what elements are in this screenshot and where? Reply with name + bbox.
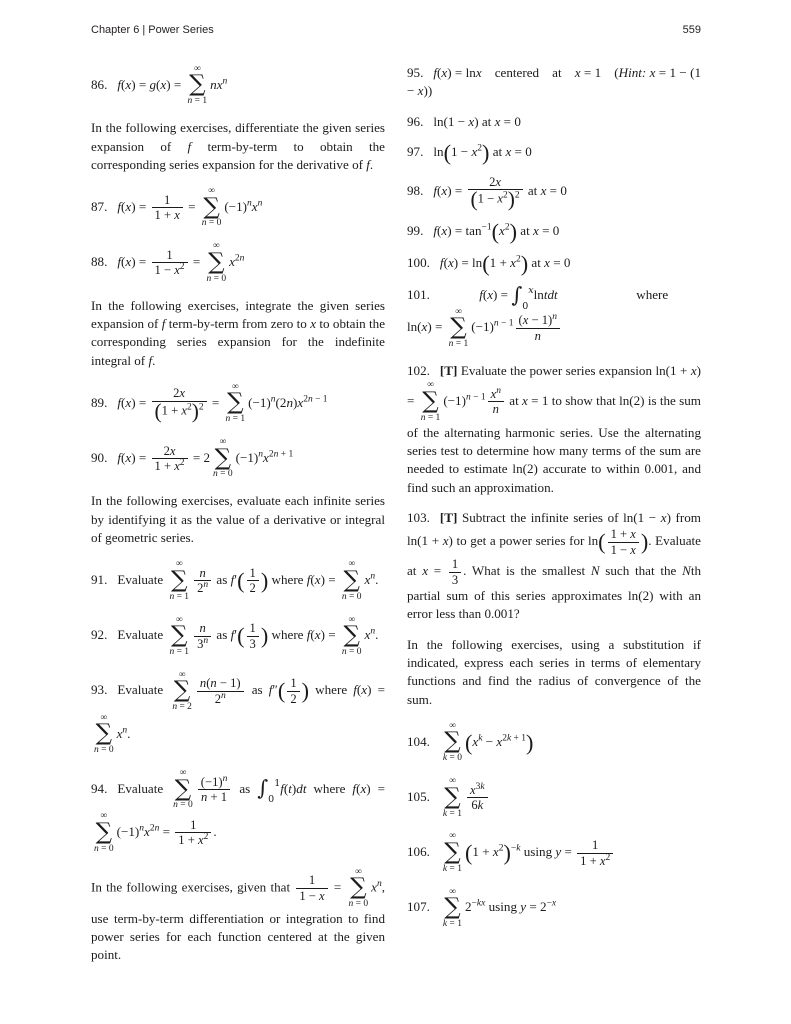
exercise-96 <box>407 113 701 131</box>
exercise-98 <box>407 175 701 210</box>
exercise-95 <box>407 64 701 101</box>
exercise-body: $\ln(1 - x^2)$ at x = 0 <box>433 139 532 165</box>
exercise-102 <box>407 362 701 497</box>
exercise-body: ∞ ∑ k = 1 $2^{-kx}$ using $y = 2^{-x}$ <box>442 886 557 929</box>
exercise-89 <box>91 382 385 425</box>
exercise-103 <box>407 509 701 624</box>
two-column-layout <box>91 62 701 977</box>
exercise-body: [T] Subtract the infinite series of ln(1 − x) from ln(1 + x) to get a power series for ln( $\frac{1 + x}{1 - x}$ ). Evaluate at x = $\frac{1}{3}$ . What is the smallest N such that the Nth partial sum of this series approximates ln(2) with an error less than 0.001? <box>407 509 702 622</box>
exercise-body: $f(x) = \tan^{-1}(x^2)$ at x = 0 <box>433 218 560 244</box>
exercise-number: 105. <box>407 788 430 804</box>
exercise-body: ln(1 − x) at x = 0 <box>433 113 521 129</box>
exercise-number: 88. <box>91 253 108 269</box>
exercise-body: ∞ ∑ k = 1 $\frac{x^{3k}}{6k}$ <box>440 789 490 804</box>
exercise-94 <box>91 768 385 854</box>
exercise-100 <box>407 250 701 276</box>
exercise-107 <box>407 887 701 930</box>
exercise-number: 90. <box>91 449 108 465</box>
exercise-body: $f(x) = \ln(1 + x^2)$ at x = 0 <box>439 250 571 276</box>
exercise-number: 107. <box>407 899 430 915</box>
exercise-88 <box>91 241 385 284</box>
exercise-number: 100. <box>407 254 430 270</box>
page-header <box>91 24 701 36</box>
exercise-101 <box>407 282 701 350</box>
right-column <box>407 62 701 977</box>
exercise-body: f(x) = $\frac{1}{1 + x}$ = ∞ ∑ n = 0 $(-1)^nx^n$ <box>117 186 263 229</box>
exercise-104 <box>407 721 701 764</box>
exercise-body: f(x) = $\frac{2x}{1 + x^2}$ = 2 ∞ ∑ n = 0 $(-1)^nx^{2n + 1}$ <box>117 437 294 480</box>
instruction-term-by-term: In the following exercises, given that $\frac{1}{1 - x}$ = ∞ ∑ n = 0 $x^n$, use term-by-term differentiation or integration to find power series for each function centered at the given point. <box>91 866 385 963</box>
exercise-body: Evaluate ∞ ∑ n = 0 $\frac{(-1)^n}{n + 1}$ as $\int_0^1f(t)dt$ where f(x) = ∞ ∑ n = 0 $(-1)^nx^{2n}$ = $\frac{1}{1 + x^2}$ . <box>94 768 385 854</box>
chapter-title: Chapter 6 | Power Series <box>91 24 214 36</box>
exercise-number: 87. <box>91 198 108 214</box>
exercise-86 <box>91 64 385 107</box>
exercise-number: 95. <box>407 65 424 80</box>
exercise-body: $f(x) = \int_0^xlntdt$ where ln(x) = ∞ ∑ n = 1 $(-1)^{n - 1}$ $\frac{(x - 1)^n}{n}$ <box>407 282 669 350</box>
exercise-number: 98. <box>407 183 424 199</box>
exercise-body: f(x) = g(x) = ∞ ∑ n = 1 $nx^n$ <box>117 64 228 107</box>
instruction-integrate: In the following exercises, integrate the given series expansion of f term-by-term from zero to x to obtain the corresponding series expansion for the indefinite integral of f. <box>91 297 386 368</box>
exercise-number: 92. <box>91 627 108 643</box>
exercise-91 <box>91 559 385 602</box>
exercise-number: 104. <box>407 733 430 749</box>
left-column <box>91 62 385 977</box>
exercise-body: Evaluate ∞ ∑ n = 2 $\frac{n(n - 1)}{2^n}$ as f″( $\frac{1}{2}$ ) where f(x) = ∞ ∑ n = 0 $x^n$. <box>94 669 385 756</box>
exercise-number: 86. <box>91 76 108 92</box>
exercise-number: 102. <box>407 363 430 379</box>
exercise-93 <box>91 670 385 756</box>
exercise-number: 89. <box>91 394 108 410</box>
instruction-substitution: In the following exercises, using a substitution if indicated, express each series in terms of elementary functions and find the radius of convergence of the sum. <box>407 636 701 707</box>
exercise-number: 91. <box>91 571 108 587</box>
exercise-body: f(x) = $\frac{2x}{(1 + x^2)^2}$ = ∞ ∑ n = 1 $(-1)^n(2n)x^{2n - 1}$ <box>117 381 328 425</box>
exercise-body: f(x) = $\frac{1}{1 - x^2}$ = ∞ ∑ n = 0 $x^{2n}$ <box>117 241 245 284</box>
exercise-body: Evaluate ∞ ∑ n = 1 $\frac{n}{3^n}$ as f′( $\frac{1}{3}$ ) where f(x) = ∞ ∑ n = 0 $x^n$. <box>117 614 379 657</box>
instruction-differentiate: In the following exercises, differentiate the given series expansion of f term-by-term to obtain the corresponding series expansion for the derivative of f. <box>91 120 385 172</box>
exercise-number: 101. <box>407 287 430 303</box>
exercise-number: 97. <box>407 144 424 159</box>
exercise-99 <box>407 218 701 244</box>
exercise-87 <box>91 186 385 229</box>
exercise-body: Evaluate ∞ ∑ n = 1 $\frac{n}{2^n}$ as f′( $\frac{1}{2}$ ) where f(x) = ∞ ∑ n = 0 $x^n$. <box>117 559 379 602</box>
exercise-body: ∞ ∑ k = 0 $(x^k - x^{2k + 1})$ <box>442 721 534 764</box>
exercise-number: 106. <box>407 844 430 860</box>
exercise-body: f(x) = $\frac{2x}{(1 - x^2)^2}$ at x = 0 <box>433 175 567 212</box>
exercise-number: 94. <box>91 780 108 796</box>
exercise-97 <box>407 139 701 165</box>
page-number: 559 <box>682 24 701 36</box>
exercise-body: ∞ ∑ k = 1 $(1 + x^2)^{-k}$ using y = $\frac{1}{1 + x^2}$ <box>440 844 615 859</box>
exercise-number: 103. <box>407 509 430 525</box>
instruction-evaluate-series: In the following exercises, evaluate each infinite series by identifying it as the value of a derivative or integral of geometric series. <box>91 493 385 545</box>
exercise-106 <box>407 831 701 874</box>
exercise-92 <box>91 615 385 658</box>
exercise-number: 93. <box>91 682 108 698</box>
exercise-number: 96. <box>407 113 424 129</box>
exercise-body: [T] Evaluate the power series expansion ln(1 + x) = ∞ ∑ n = 1 $(-1)^{n - 1}$ $\frac{x^n}{n}$ at x = 1 to show that ln(2) is the sum of the alternating harmonic series. Use the alternating series test to determine how many terms of the sum are needed to estimate ln(2) accurate to within 0.001, and find such an approximation. <box>407 363 701 495</box>
exercise-body: f(x) = lnx centered at x = 1 (Hint: x = 1 − (1 − x)) <box>407 65 701 99</box>
exercise-90 <box>91 437 385 480</box>
exercise-number: 99. <box>407 222 424 238</box>
exercise-105 <box>407 776 701 819</box>
